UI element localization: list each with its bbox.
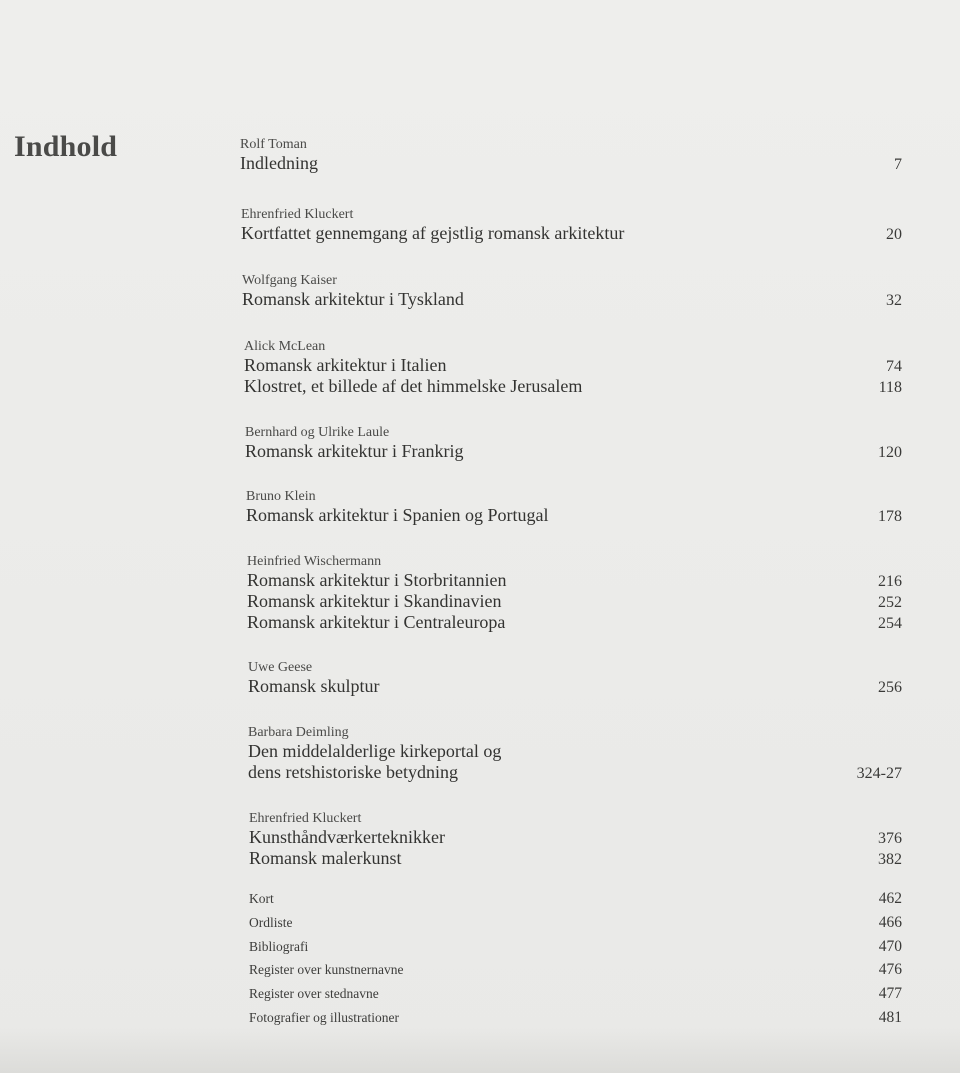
toc-section — [241, 206, 902, 244]
entry-page-number: 216 — [878, 573, 902, 590]
appendix-entry — [249, 961, 902, 985]
entry-title: Klostret, et billede af det himmelske Jerusalem — [244, 376, 583, 396]
appendix-entry — [249, 890, 902, 914]
toc-entry — [247, 612, 902, 633]
page-title: Indhold — [14, 130, 118, 163]
toc-section — [248, 659, 902, 697]
entry-title: dens retshistoriske betydning — [248, 762, 458, 782]
appendix-page-number: 477 — [878, 985, 902, 1003]
appendix-list — [249, 890, 902, 1033]
entry-page-number: 178 — [878, 508, 902, 525]
section-author: Bruno Klein — [246, 489, 316, 504]
toc-section — [240, 136, 902, 174]
appendix-page-number: 462 — [878, 890, 902, 907]
section-author: Ehrenfried Kluckert — [249, 811, 362, 826]
entry-page-number: 120 — [878, 444, 902, 461]
entry-title: Kunsthåndværkerteknikker — [249, 827, 445, 847]
appendix-entry — [249, 914, 902, 938]
toc-entry — [244, 376, 902, 397]
entry-page-number: 256 — [878, 679, 902, 696]
entry-page-number: 118 — [878, 379, 902, 396]
toc-section — [247, 553, 902, 633]
section-author: Bernhard og Ulrike Laule — [245, 425, 390, 440]
section-author: Wolfgang Kaiser — [242, 273, 337, 288]
entry-title: Romansk malerkunst — [249, 848, 402, 868]
appendix-title: Bibliografi — [249, 938, 309, 954]
toc-entry — [247, 570, 902, 591]
toc-entry — [248, 676, 902, 697]
toc-entry — [245, 441, 902, 462]
section-author: Rolf Toman — [240, 137, 307, 152]
toc-entry — [249, 848, 902, 869]
entry-title: Romansk arkitektur i Frankrig — [245, 441, 464, 461]
appendix-page-number: 476 — [878, 961, 902, 979]
entry-page-number: 252 — [878, 594, 902, 611]
section-author: Uwe Geese — [248, 660, 313, 675]
entry-page-number: 74 — [886, 358, 902, 375]
toc-section — [246, 488, 902, 526]
entry-title: Kortfattet gennemgang af gejstlig romansk arkitektur — [241, 223, 625, 243]
entry-title: Indledning — [240, 153, 318, 173]
toc-entry — [249, 827, 902, 848]
appendix-entry — [249, 985, 902, 1009]
entry-title: Romansk arkitektur i Spanien og Portugal — [246, 505, 549, 525]
entry-page-number: 20 — [886, 226, 902, 243]
page-shadow — [0, 1027, 960, 1073]
appendix-title: Fotografier og illustrationer — [249, 1009, 399, 1025]
appendix-entry — [249, 938, 902, 962]
appendix-title: Register over stednavne — [249, 986, 379, 1002]
entry-page-number: 7 — [894, 156, 902, 173]
section-author: Heinfried Wischermann — [247, 554, 382, 569]
entry-title: Romansk arkitektur i Skandinavien — [247, 591, 502, 611]
entry-title: Romansk arkitektur i Italien — [244, 355, 447, 375]
toc-section — [242, 272, 902, 310]
entry-title: Romansk skulptur — [248, 676, 380, 696]
toc-entry — [246, 505, 902, 526]
toc-entry — [248, 741, 902, 762]
entry-title: Romansk arkitektur i Storbritannien — [247, 570, 507, 590]
toc-entry — [244, 355, 902, 376]
entry-title: Den middelalderlige kirkeportal og — [248, 741, 502, 761]
toc-section — [244, 338, 902, 397]
appendix-title: Kort — [249, 891, 274, 906]
toc-entry — [242, 289, 902, 310]
section-author: Alick McLean — [244, 339, 326, 354]
entry-title: Romansk arkitektur i Tyskland — [242, 289, 464, 309]
toc-entry — [247, 591, 902, 612]
entry-page-number: 376 — [878, 830, 902, 847]
toc-entry — [241, 223, 902, 244]
entry-title: Romansk arkitektur i Centraleuropa — [247, 612, 506, 632]
appendix-page-number: 481 — [878, 1008, 902, 1026]
appendix-page-number: 470 — [878, 937, 902, 955]
toc-section — [249, 810, 902, 869]
section-author: Barbara Deimling — [248, 725, 349, 740]
toc-entry — [240, 153, 902, 174]
appendix-title: Ordliste — [249, 914, 293, 930]
entry-page-number: 254 — [878, 615, 902, 632]
entry-page-number: 32 — [886, 292, 902, 309]
toc-section — [248, 724, 902, 783]
appendix-page-number: 466 — [878, 913, 902, 931]
appendix-title: Register over kunstnernavne — [249, 962, 404, 978]
entry-page-number: 382 — [878, 851, 902, 868]
toc-entry — [248, 762, 902, 783]
toc-section — [245, 424, 902, 462]
section-author: Ehrenfried Kluckert — [241, 207, 354, 222]
entry-page-number: 324-27 — [856, 765, 902, 782]
